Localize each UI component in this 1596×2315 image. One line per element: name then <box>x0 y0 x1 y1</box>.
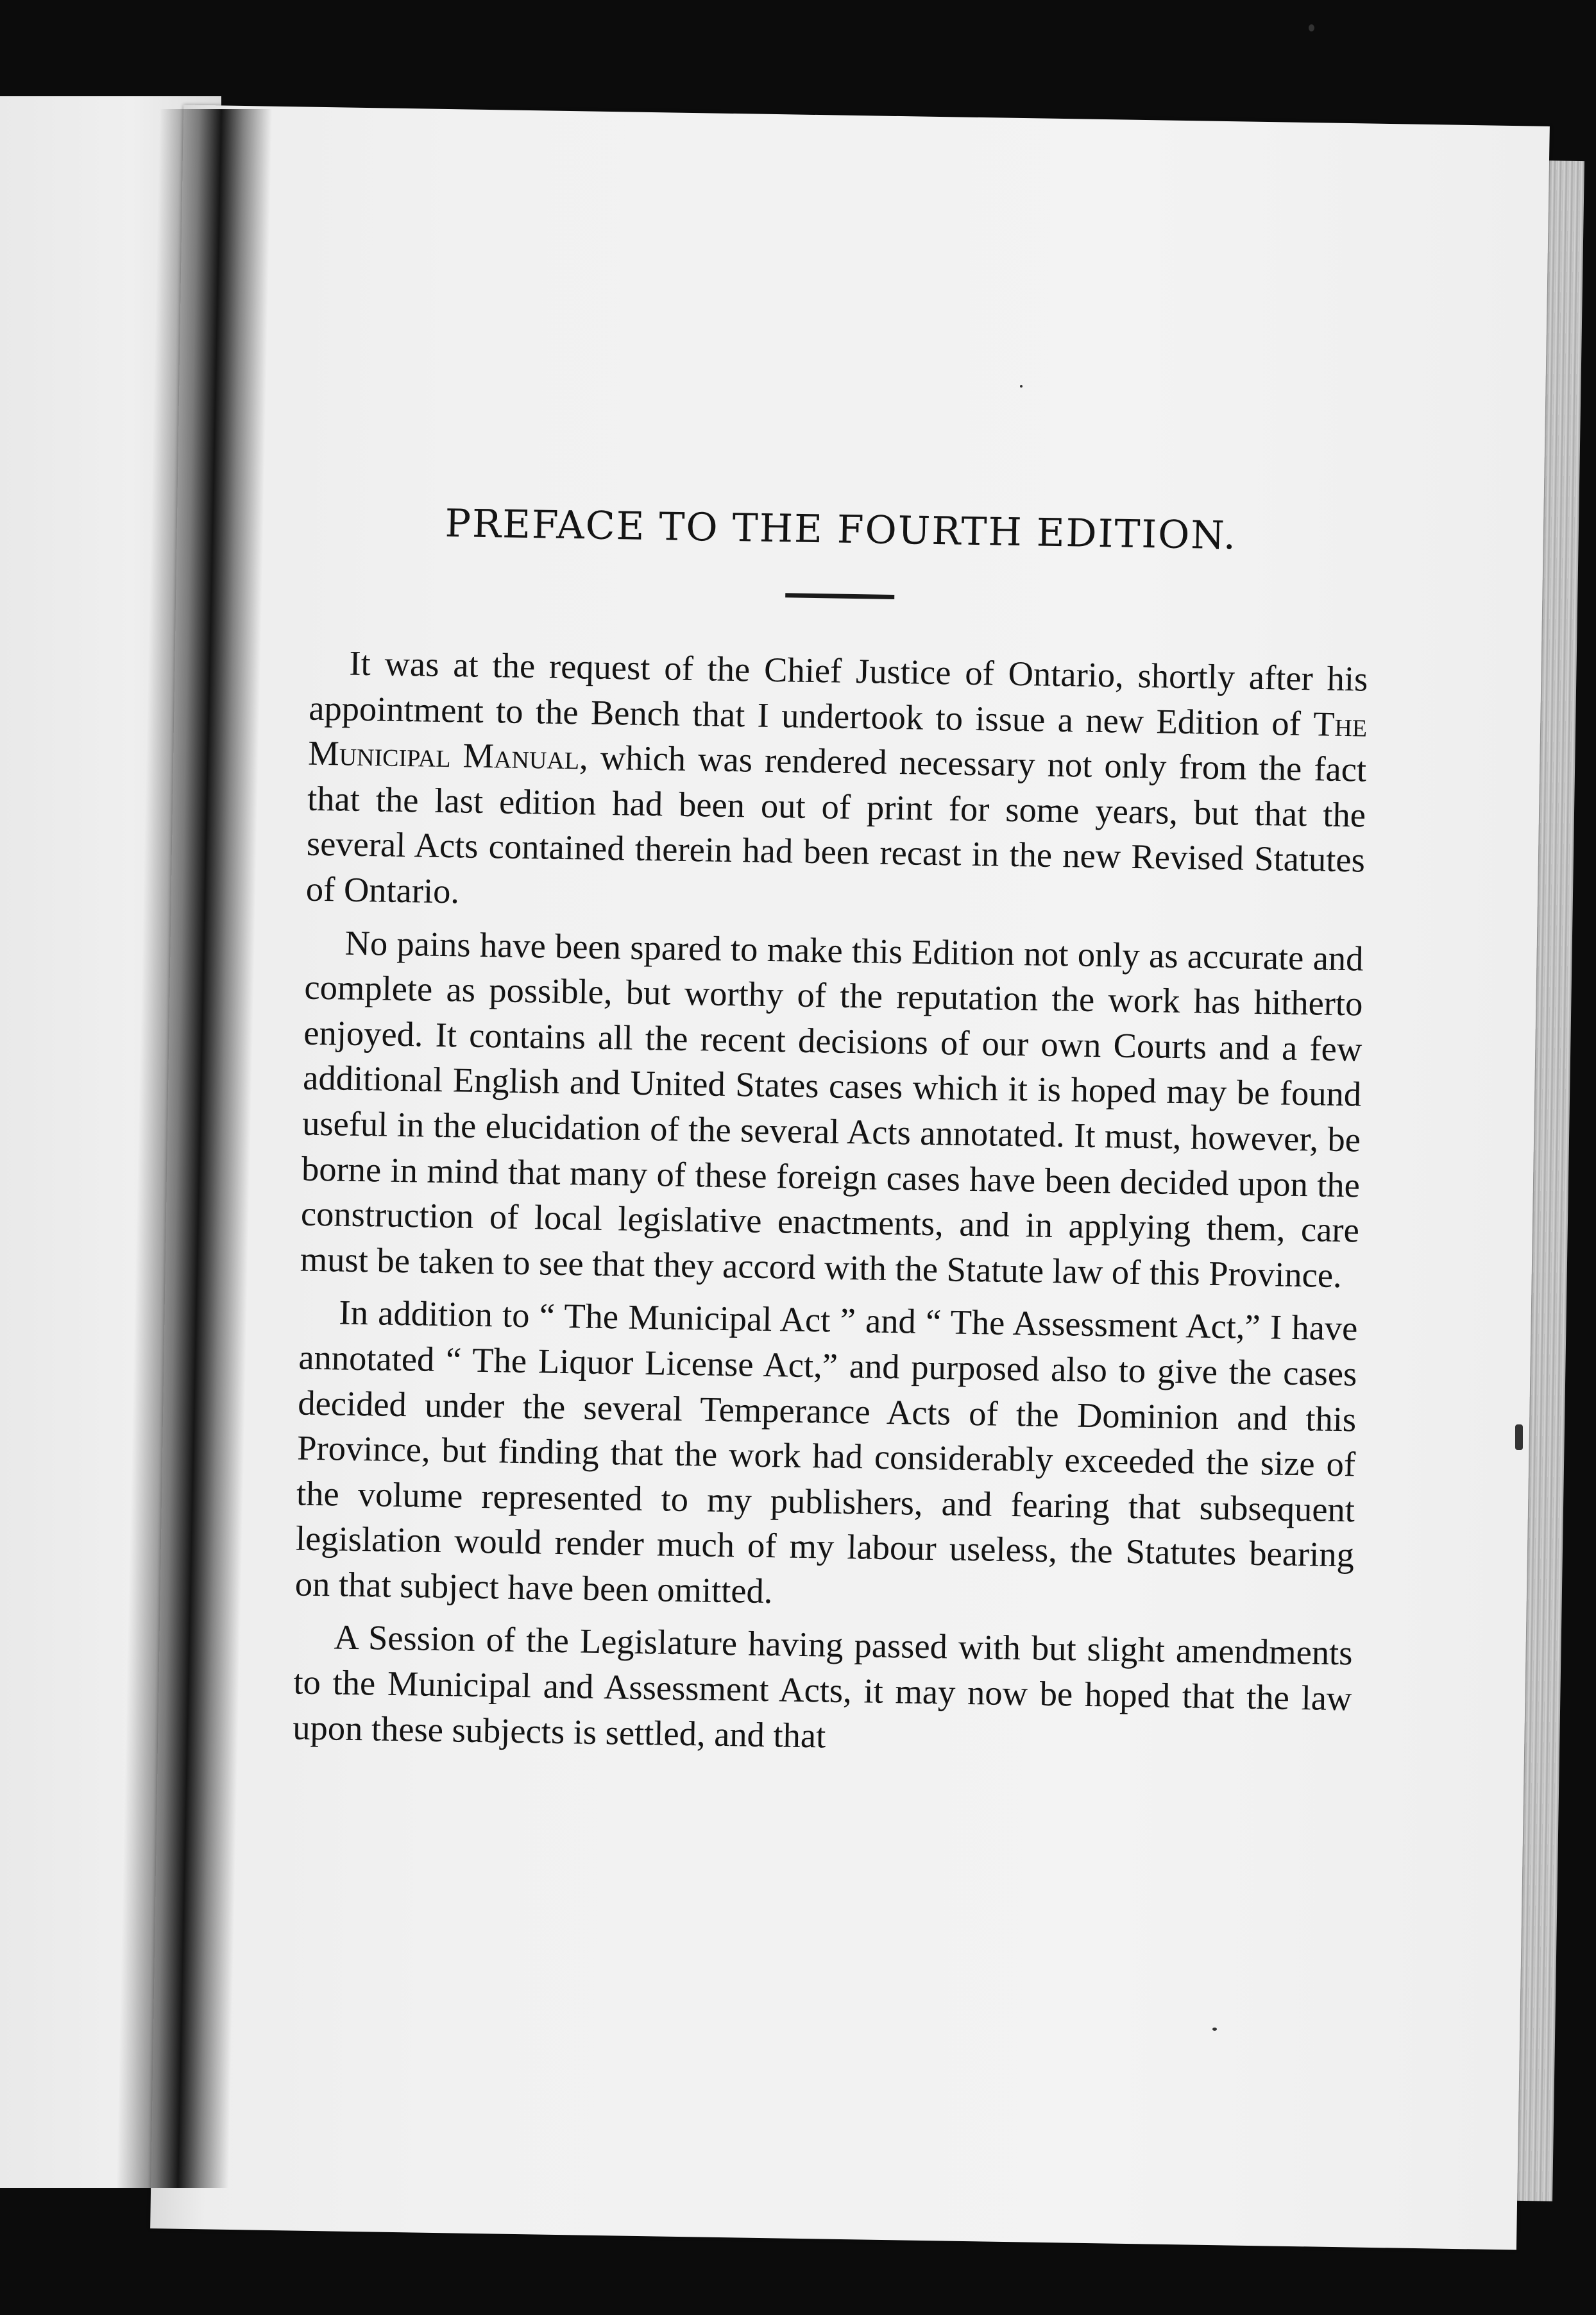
paragraph-4: A Session of the Legislature having passed with but slight amendments to the Municipal and Assessment Acts, it may now be hoped that the law upon these subjects is settled, and that <box>292 1617 1353 1755</box>
paragraph-2: No pains have been spared to make this Edition not only as accurate and complete as possible, but worthy of the reputation the work has hitherto enjoyed. It contains all the recent decisions of our own Courts and a few additional English and United States cases which it is hoped may be found useful in the elucidation of the several Acts annotated. It must, however, be borne in mind that many of these foreign cases have been decided upon the construction of local legislative enactments, and in applying them, care must be taken to see that they accord with the Statute law of this Province. <box>300 923 1364 1295</box>
title-rule <box>785 593 894 599</box>
scan-speck <box>1309 24 1314 31</box>
scan-speck <box>1020 385 1023 388</box>
book-page <box>150 105 1550 2250</box>
paragraph-1 <box>305 640 1368 928</box>
book-title-small-caps: The Municipal Manual <box>307 703 1368 777</box>
paragraph-1-text-start: It was at the request of the Chief Justice of Ontario, shortly after his appointment to the Bench that I undertook to issue a new Edition of <box>308 643 1368 743</box>
scan-speck <box>1212 2028 1217 2031</box>
page-title: PREFACE TO THE FOURTH EDITION. <box>445 500 1237 559</box>
scan-speck <box>1515 1424 1523 1450</box>
paragraph-3: In addition to “ The Municipal Act ” and “ The Assessment Act,” I have annotated “ The Liquor License Act,” and purposed also to give the cases decided under the several Temperance Acts of the Dominion and this Province, but finding that the work had considerably exceeded the size of the volume represented to my publishers, and fearing that subsequent legislation would render much of my labour useless, the Statutes bearing on that subject have been omitted. <box>294 1292 1358 1611</box>
page-content <box>293 499 1371 1775</box>
paragraph-1-text-end: , which was rendered necessary not only from the fact that the last edition had been out of print for some years, but that the several Acts contained therein had been recast in the new Revised Statutes of Ontario. <box>305 737 1367 911</box>
